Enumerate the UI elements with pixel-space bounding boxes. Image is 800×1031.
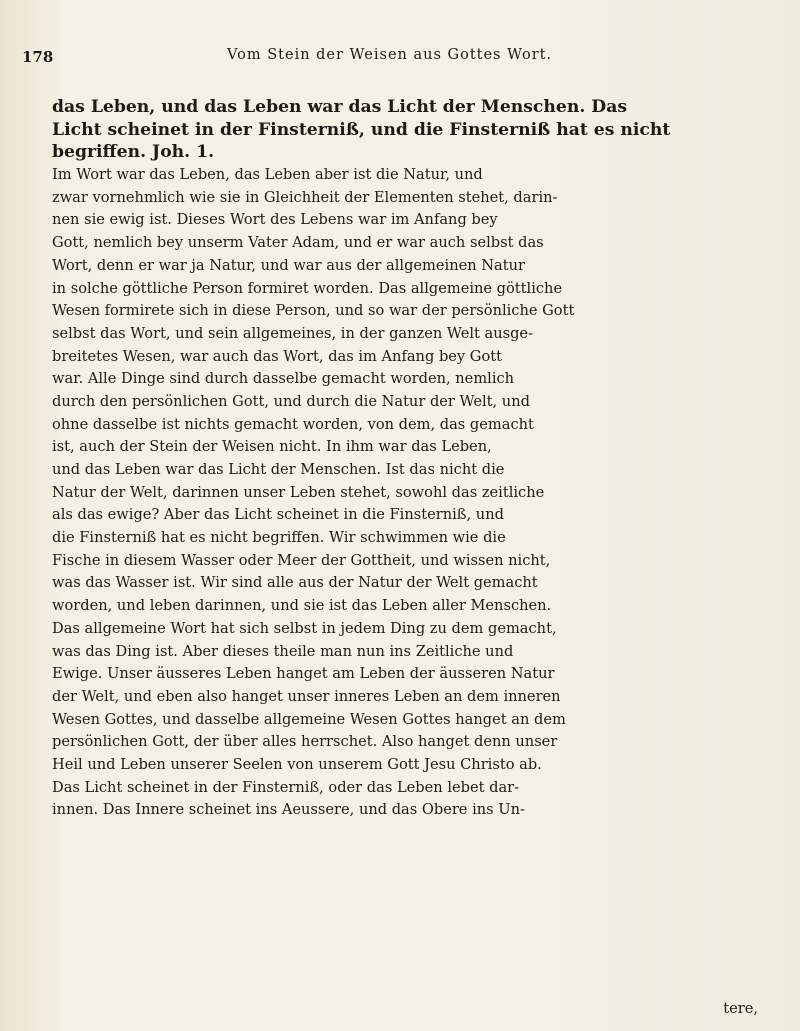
text-line: Das allgemeine Wort hat sich selbst in jedem Ding zu dem gemacht, [52, 619, 557, 637]
text-line: nen sie ewig ist. Dieses Wort des Lebens war im Anfang bey [52, 211, 498, 229]
text-line: selbst das Wort, und sein allgemeines, in der ganzen Welt ausge- [52, 324, 534, 342]
text-line: Wesen formirete sich in diese Person, und so war der persönliche Gott [52, 302, 575, 320]
text-line: begriffen. Joh. 1. [52, 142, 215, 163]
text-line: als das ewige? Aber das Licht scheinet in die Finsterniß, und [52, 506, 504, 524]
text-line: Heil und Leben unserer Seelen von unserem Gott Jesu Christo ab. [52, 755, 542, 773]
text-line: was das Wasser ist. Wir sind alle aus der Natur der Welt gemacht [52, 574, 538, 592]
text-line: Natur der Welt, darinnen unser Leben stehet, sowohl das zeitliche [52, 483, 545, 501]
text-line: zwar vornehmlich wie sie in Gleichheit der Elementen stehet, darin- [52, 188, 558, 206]
text-line: Gott, nemlich bey unserm Vater Adam, und er war auch selbst das [52, 234, 544, 252]
text-line: Fische in diesem Wasser oder Meer der Gottheit, und wissen nicht, [52, 551, 551, 569]
text-line: worden, und leben darinnen, und sie ist das Leben aller Menschen. [52, 597, 552, 615]
text-line: durch den persönlichen Gott, und durch die Natur der Welt, und [52, 392, 530, 410]
text-line: und das Leben war das Licht der Menschen. Ist das nicht die [52, 461, 505, 478]
page-number: 178 [22, 48, 54, 66]
text-line: Im Wort war das Leben, das Leben aber ist die Natur, und [52, 166, 483, 184]
text-line: ist, auch der Stein der Weisen nicht. In ihm war das Leben, [52, 438, 492, 456]
text-line: Wort, denn er war ja Natur, und war aus der allgemeinen Natur [52, 256, 525, 274]
text-line: in solche göttliche Person formiret worden. Das allgemeine göttliche [52, 279, 563, 297]
page-header [22, 42, 762, 72]
text-line: persönlichen Gott, der über alles herrschet. Also hanget denn unser [52, 733, 558, 751]
text-line: Licht scheinet in der Finsterniß, und die Finsterniß hat es nicht [52, 119, 671, 140]
text-line: innen. Das Innere scheinet ins Aeussere, und das Obere ins Un- [52, 801, 525, 819]
text-line: das Leben, und das Leben war das Licht der Menschen. Das [52, 97, 628, 117]
text-line: Das Licht scheinet in der Finsterniß, oder das Leben lebet dar- [52, 778, 520, 796]
text-line: Ewige. Unser äusseres Leben hanget am Leben der äusseren Natur [52, 665, 555, 683]
body-text [52, 96, 772, 822]
text-line: der Welt, und eben also hanget unser inneres Leben an dem inneren [52, 687, 561, 705]
text-line: breitetes Wesen, war auch das Wort, das im Anfang bey Gott [52, 347, 502, 365]
catchword: tere, [723, 1000, 758, 1017]
text-line: war. Alle Dinge sind durch dasselbe gemacht worden, nemlich [52, 370, 515, 388]
text-line: die Finsterniß hat es nicht begriffen. Wir schwimmen wie die [52, 529, 506, 547]
running-head: Vom Stein der Weisen aus Gottes Wort. [227, 47, 553, 63]
text-line: ohne dasselbe ist nichts gemacht worden, von dem, das gemacht [52, 415, 534, 433]
text-line: Wesen Gottes, und dasselbe allgemeine Wesen Gottes hanget an dem [52, 710, 566, 728]
text-line: was das Ding ist. Aber dieses theile man nun ins Zeitliche und [52, 642, 514, 660]
